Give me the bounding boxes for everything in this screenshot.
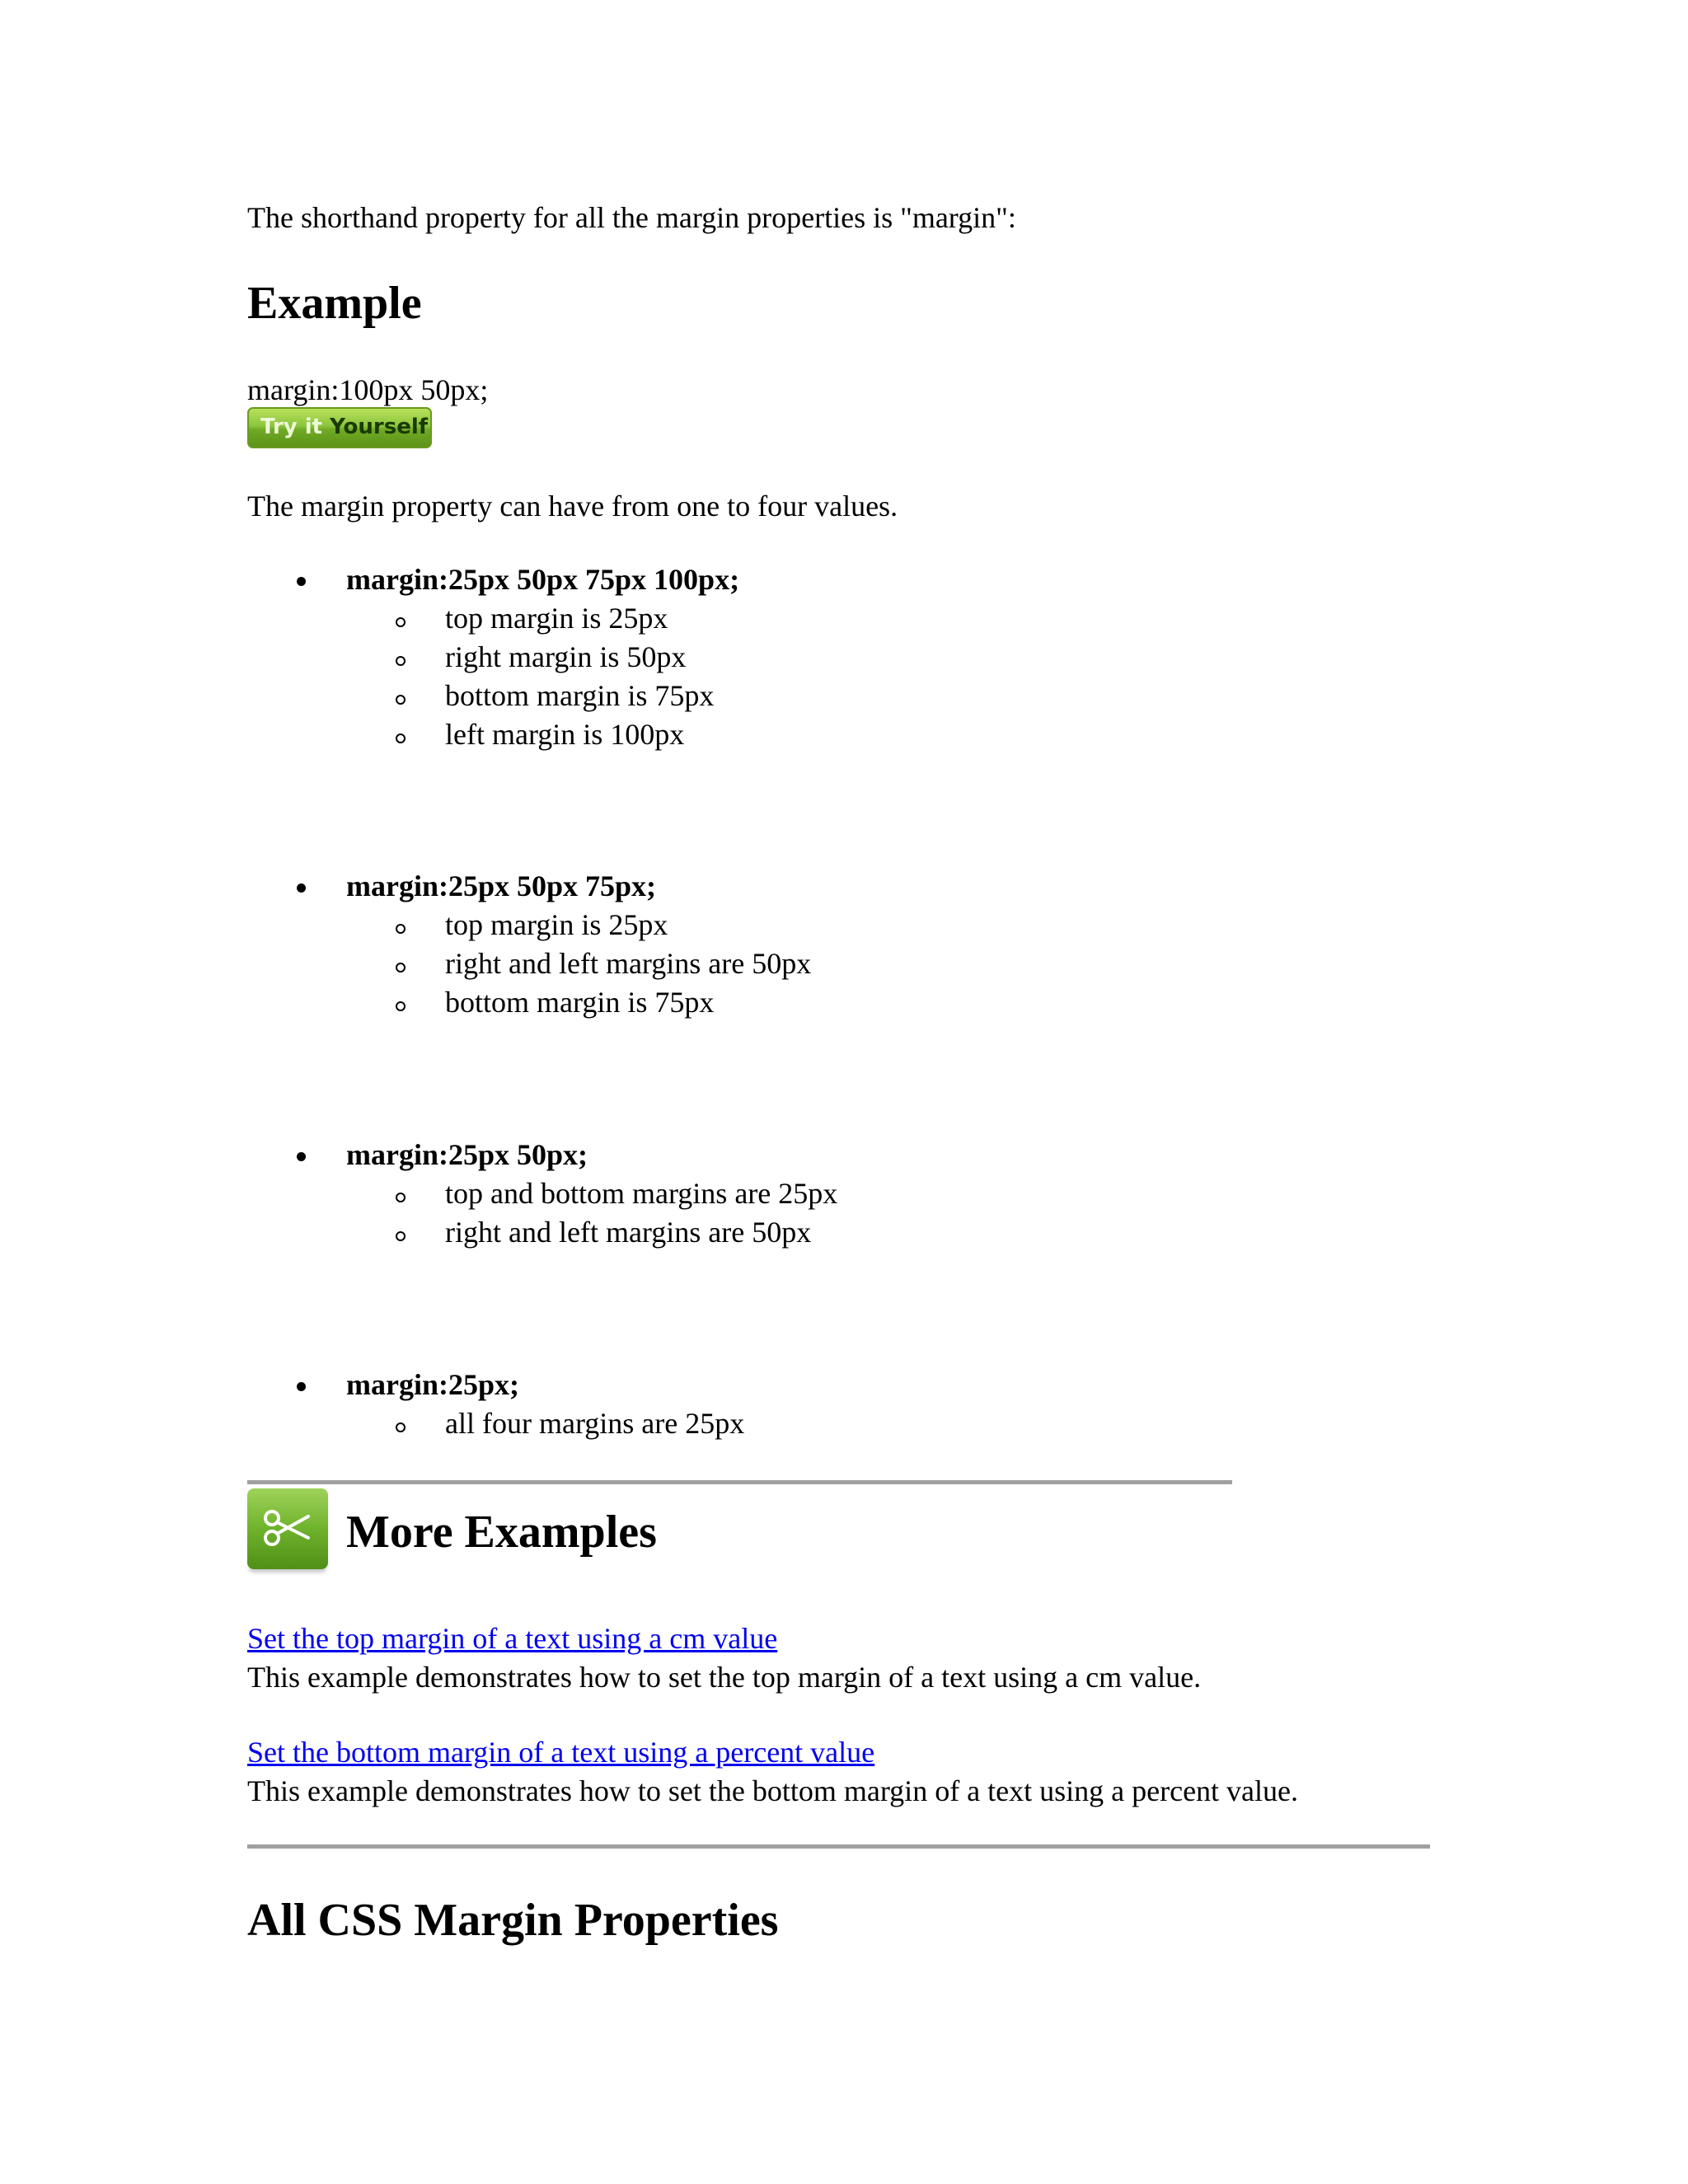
bullet-circle (396, 1231, 406, 1241)
sub-item-text: left margin is 100px (445, 718, 685, 751)
bullet-circle (396, 1193, 406, 1202)
all-properties-heading: All CSS Margin Properties (247, 1895, 779, 1946)
scissors-icon (247, 1488, 328, 1569)
sub-item-text: right and left margins are 50px (445, 947, 812, 980)
intro-paragraph: The shorthand property for all the margin properties is "margin": (247, 201, 1016, 234)
bullet-circle (396, 695, 406, 705)
sub-item-text: top margin is 25px (445, 908, 668, 941)
margin-rule: margin:25px 50px; (346, 1138, 588, 1171)
values-intro-paragraph: The margin property can have from one to four values. (247, 490, 898, 523)
sub-item-text: bottom margin is 75px (445, 986, 715, 1019)
bullet-circle (396, 1422, 406, 1432)
sub-item-text: top margin is 25px (445, 602, 668, 635)
example-link-top-margin-cm[interactable]: Set the top margin of a text using a cm value (247, 1622, 778, 1655)
margin-rule: margin:25px 50px 75px; (346, 869, 657, 902)
bullet-disc (297, 577, 306, 586)
bullet-circle (396, 656, 406, 666)
bullet-disc (297, 1382, 306, 1391)
bullet-disc (297, 1152, 306, 1161)
section-divider (247, 1844, 1430, 1849)
bullet-circle (396, 924, 406, 934)
sub-item-text: top and bottom margins are 25px (445, 1177, 838, 1210)
section-divider (247, 1480, 1232, 1484)
bullet-circle (396, 733, 406, 743)
example-code: margin:100px 50px; (247, 373, 489, 406)
sub-item-text: right and left margins are 50px (445, 1216, 812, 1249)
example-heading: Example (247, 278, 422, 329)
sub-item-text: right margin is 50px (445, 640, 687, 673)
sub-item-text: all four margins are 25px (445, 1407, 745, 1440)
margin-rule: margin:25px; (346, 1368, 519, 1401)
more-examples-heading: More Examples (346, 1507, 657, 1558)
bullet-circle (396, 963, 406, 972)
bullet-circle (396, 617, 406, 627)
try-it-yourself-button[interactable] (247, 407, 432, 448)
sub-item-text: bottom margin is 75px (445, 679, 715, 712)
bullet-disc (297, 883, 306, 893)
example-description: This example demonstrates how to set the top margin of a text using a cm value. (247, 1661, 1202, 1694)
bullet-circle (396, 1001, 406, 1011)
margin-rule: margin:25px 50px 75px 100px; (346, 563, 740, 596)
yourself-button-label: Yourself (330, 415, 429, 439)
example-link-bottom-margin-percent[interactable]: Set the bottom margin of a text using a percent value (247, 1736, 875, 1769)
example-description: This example demonstrates how to set the bottom margin of a text using a percent value. (247, 1774, 1299, 1807)
try-it-button-label: Try it (260, 415, 323, 439)
